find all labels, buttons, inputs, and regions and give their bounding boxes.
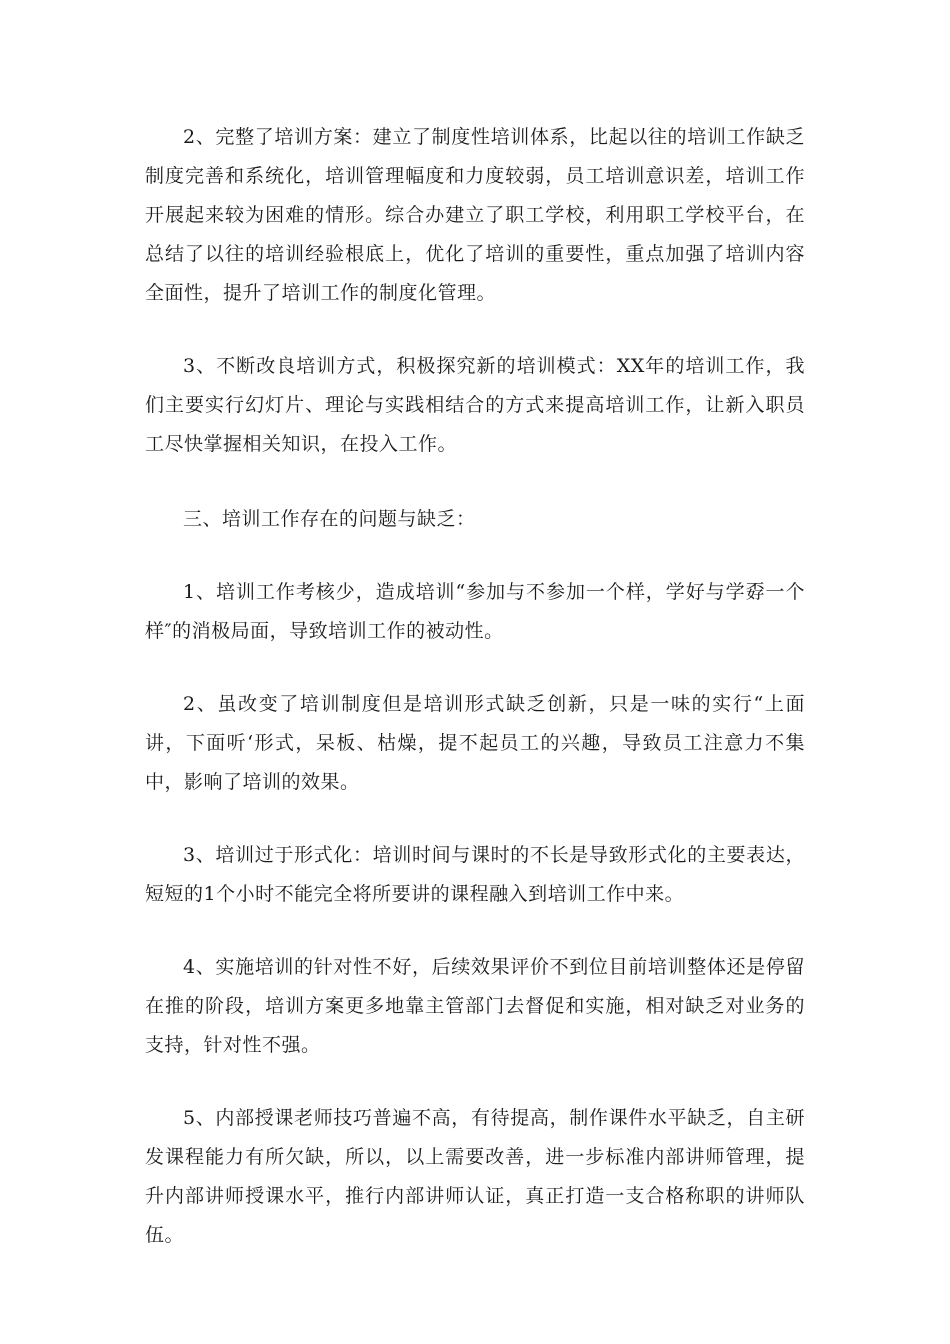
paragraph-problem-4: 4、实施培训的针对性不好，后续效果评价不到位目前培训整体还是停留在推的阶段，培训方案更多地靠主管部门去督促和实施，相对缺乏对业务的支持，针对性不强。 (145, 956, 805, 1056)
paragraph-problem-3: 3、培训过于形式化：培训时间与课时的不长是导致形式化的主要表达，短短的1个小时不能完全将所要讲的课程融入到培训工作中来。 (145, 844, 805, 905)
paragraph-problem-5: 5、内部授课老师技巧普遍不高，有待提高，制作课件水平缺乏，自主研发课程能力有所欠缺，所以，以上需要改善，进一步标准内部讲师管理，提升内部讲师授课水平，推行内部讲师认证，真正打造一支合格称职的讲师队伍。 (145, 1107, 805, 1246)
section-heading-problems: 三、培训工作存在的问题与缺乏： (183, 508, 476, 530)
paragraph-improve-training-methods: 3、不断改良培训方式，积极探究新的培训模式：XX年的培训工作，我们主要实行幻灯片、理论与实践相结合的方式来提高培训工作，让新入职员工尽快掌握相关知识，在投入工作。 (145, 355, 805, 455)
paragraph-problem-2: 2、虽改变了培训制度但是培训形式缺乏创新，只是一味的实行“上面讲，下面听‘形式，呆板、枯燥，提不起员工的兴趣，导致员工注意力不集中，影响了培训的效果。 (145, 693, 805, 793)
document-page (145, 118, 805, 1255)
paragraph-problem-1: 1、培训工作考核少，造成培训“参加与不参加一个样，学好与学孬一个样″的消极局面，导致培训工作的被动性。 (145, 581, 805, 642)
paragraph-complete-training-plan: 2、完整了培训方案：建立了制度性培训体系，比起以往的培训工作缺乏制度完善和系统化，培训管理幅度和力度较弱，员工培训意识差，培训工作开展起来较为困难的情形。综合办建立了职工学校，利用职工学校平台，在总结了以往的培训经验根底上，优化了培训的重要性，重点加强了培训内容全面性，提升了培训工作的制度化管理。 (145, 126, 805, 304)
